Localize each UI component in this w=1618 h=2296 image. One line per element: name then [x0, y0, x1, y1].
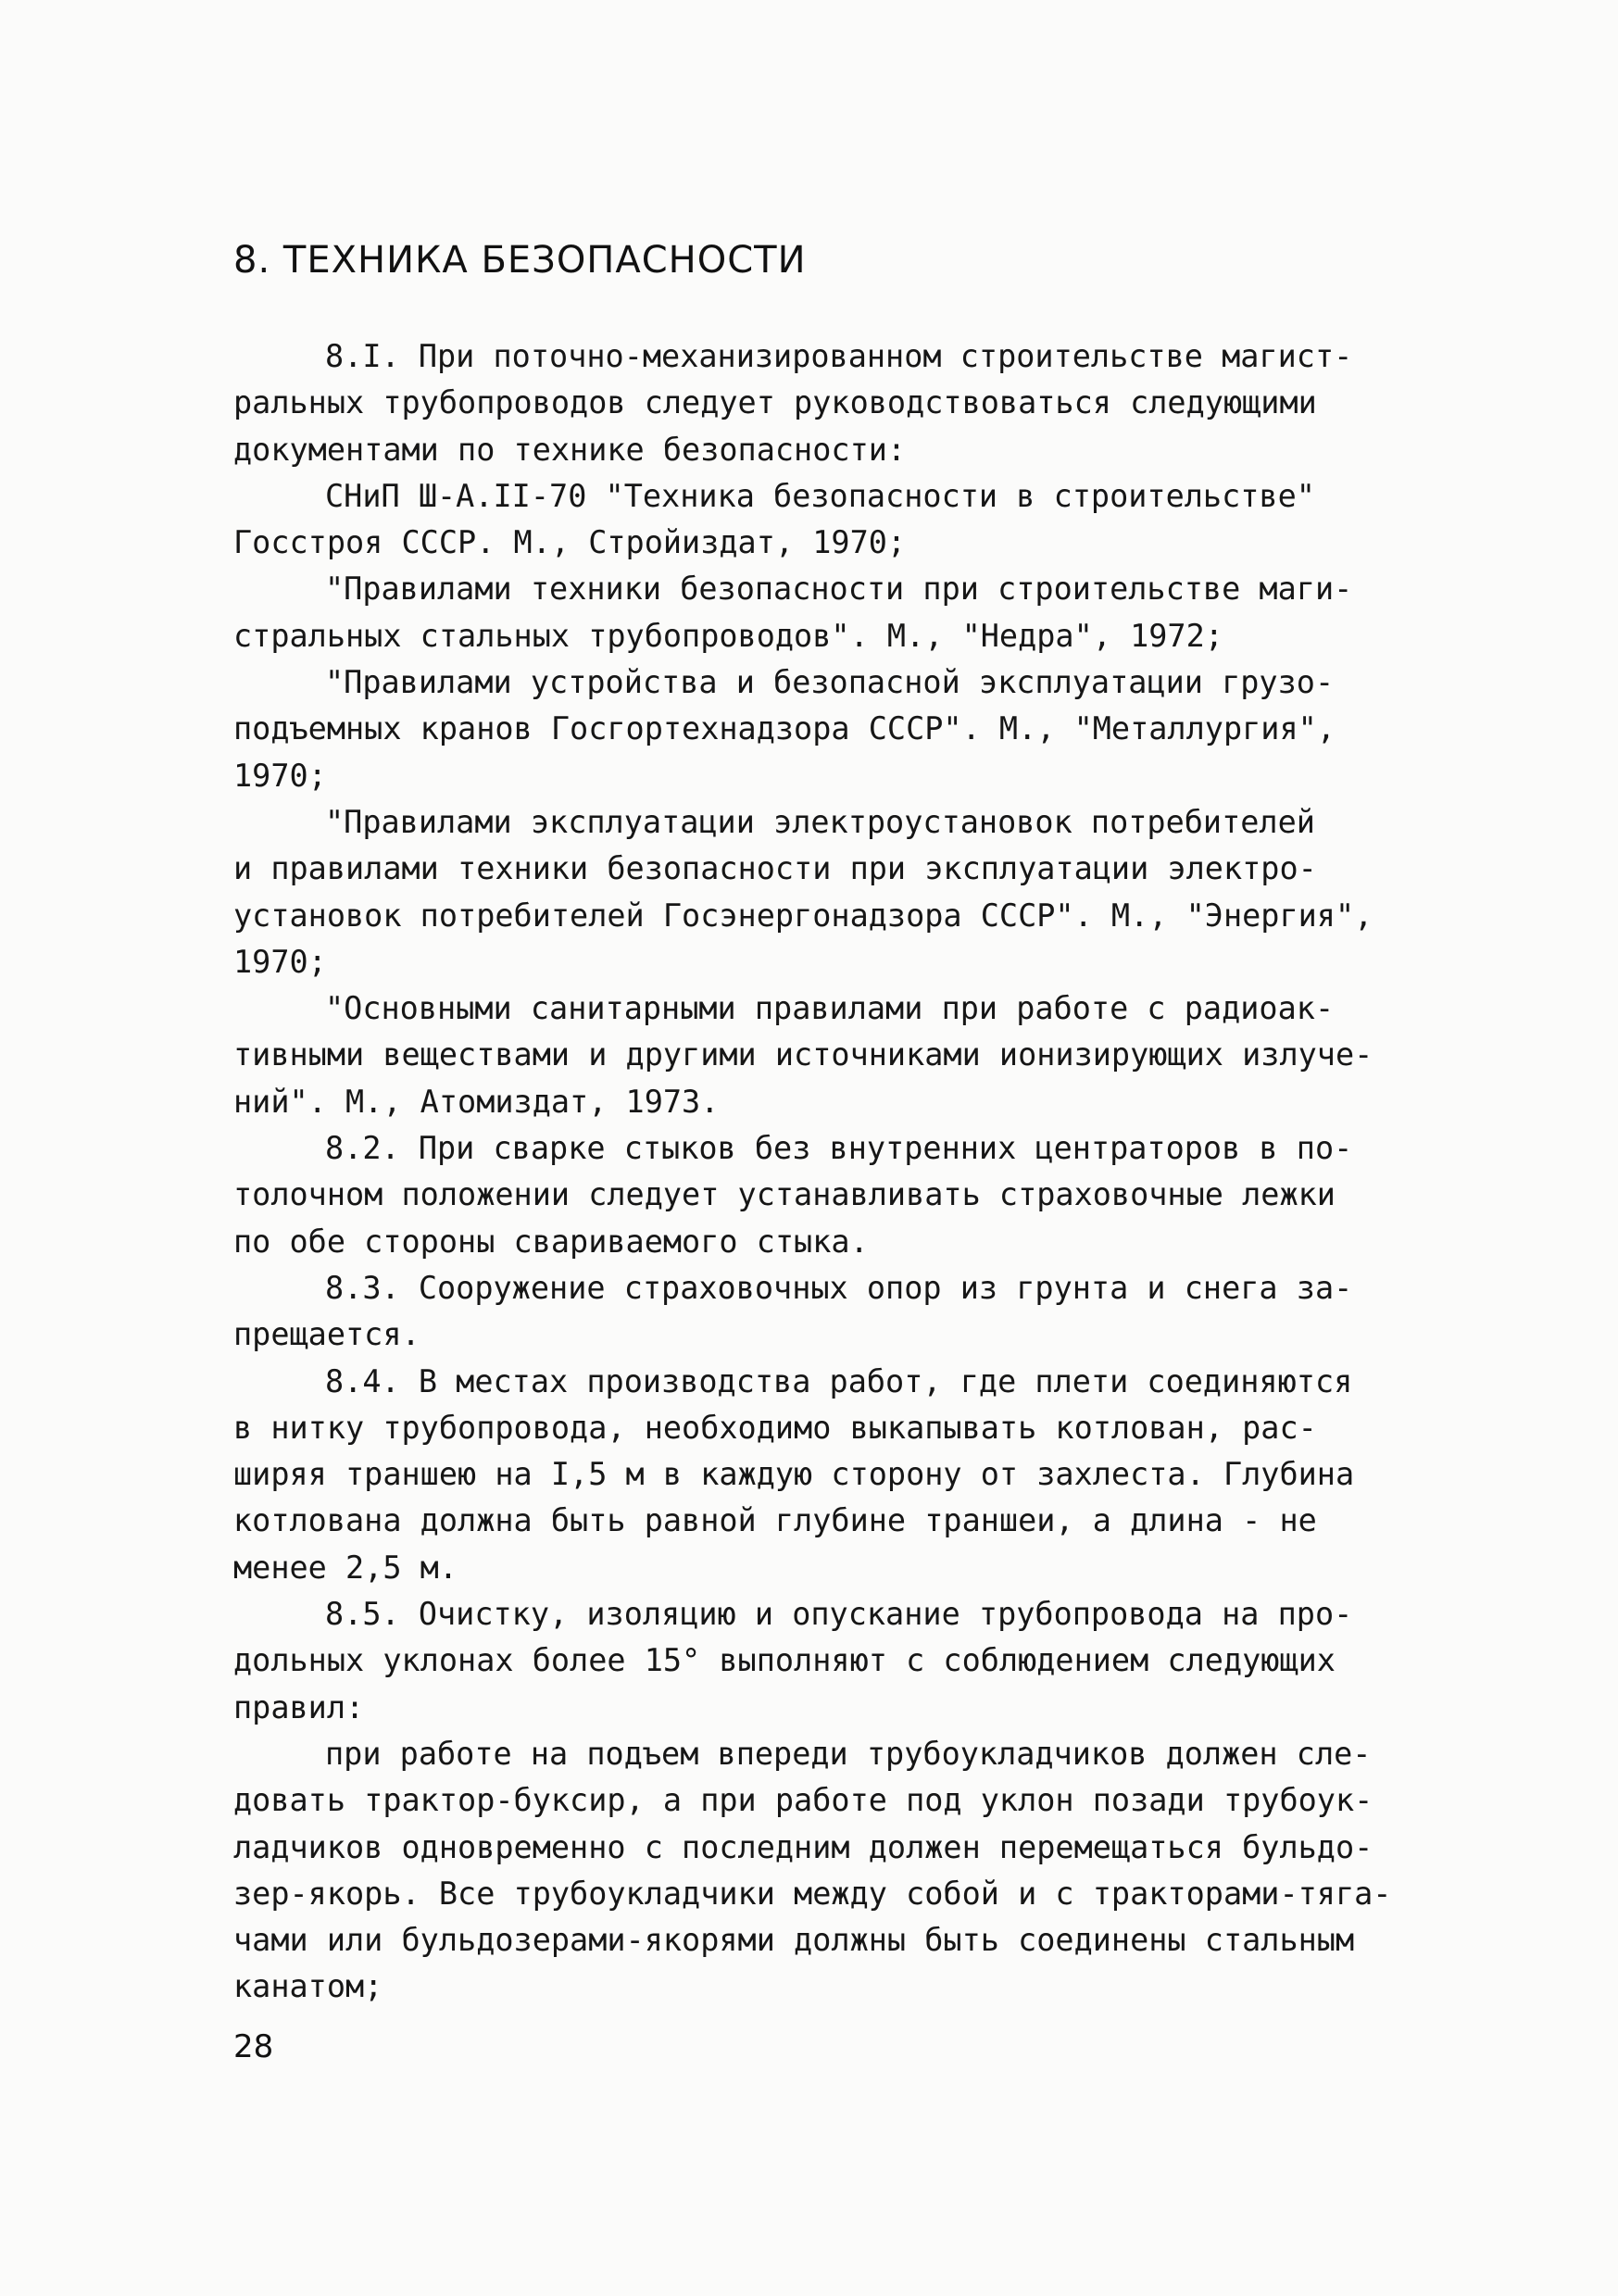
text-line: "Основными санитарными правилами при работе с радиоак-: [325, 990, 1335, 1027]
text-line: 8.5. Очистку, изоляцию и опускание трубопровода на про-: [325, 1596, 1353, 1633]
text-line: ний". М., Атомиздат, 1973.: [233, 1083, 720, 1120]
text-line: чами или бульдозерами-якорями должны быть соединены стальным: [233, 1922, 1355, 1959]
text-line: 1970;: [233, 943, 327, 980]
text-line: документами по технике безопасности:: [233, 431, 907, 468]
text-line: 8.3. Сооружение страховочных опор из грунта и снега за-: [325, 1269, 1353, 1306]
text-line: стральных стальных трубопроводов". М., "Недра", 1972;: [233, 617, 1223, 654]
text-line: менее 2,5 м.: [233, 1549, 458, 1586]
text-line: канатом;: [233, 1968, 383, 2005]
text-line: зер-якорь. Все трубоукладчики между собой и с тракторами-тяга-: [233, 1875, 1392, 1912]
text-line: прещается.: [233, 1316, 420, 1353]
text-line: Госстроя СССР. М., Стройиздат, 1970;: [233, 524, 907, 561]
text-line: котлована должна быть равной глубине траншеи, а длина - не: [233, 1502, 1317, 1539]
text-line: установок потребителей Госэнергонадзора СССР". М., "Энергия",: [233, 897, 1373, 934]
text-line: ладчиков одновременно с последним должен перемещаться бульдо-: [233, 1828, 1373, 1865]
text-line: СНиП Ш-А.II-70 "Техника безопасности в строительстве": [325, 477, 1315, 514]
text-line: в нитку трубопровода, необходимо выкапывать котлован, рас-: [233, 1409, 1317, 1446]
page-number: 28: [233, 2028, 274, 2065]
text-line: и правилами техники безопасности при эксплуатации электро-: [233, 850, 1317, 887]
text-line: ширяя траншею на I,5 м в каждую сторону от захлеста. Глубина: [233, 1456, 1355, 1493]
text-line: дольных уклонах более 15° выполняют с соблюдением следующих: [233, 1642, 1336, 1679]
text-line: правил:: [233, 1688, 365, 1725]
text-line: "Правилами эксплуатации электроустановок потребителей: [325, 803, 1315, 840]
text-line: 8.I. При поточно-механизированном строительстве магист-: [325, 338, 1353, 374]
text-line: по обе стороны свариваемого стыка.: [233, 1223, 869, 1260]
text-line: подъемных кранов Госгортехнадзора СССР". М., "Металлургия",: [233, 710, 1336, 747]
section-heading: 8. ТЕХНИКА БЕЗОПАСНОСТИ: [233, 239, 807, 282]
text-line: "Правилами устройства и безопасной эксплуатации грузо-: [325, 664, 1335, 701]
text-line: 8.2. При сварке стыков без внутренних центраторов в по-: [325, 1130, 1353, 1167]
text-line: толочном положении следует устанавливать страховочные лежки: [233, 1176, 1336, 1213]
text-line: 8.4. В местах производства работ, где плети соединяются: [325, 1362, 1353, 1399]
text-line: 1970;: [233, 757, 327, 794]
text-line: довать трактор-буксир, а при работе под уклон позади трубоук-: [233, 1782, 1373, 1819]
text-line: "Правилами техники безопасности при строительстве маги-: [325, 571, 1353, 608]
text-line: тивными веществами и другими источниками ионизирующих излуче-: [233, 1036, 1373, 1073]
text-line: ральных трубопроводов следует руководствоваться следующими: [233, 384, 1317, 421]
text-line: при работе на подъем впереди трубоукладчиков должен сле-: [325, 1735, 1372, 1772]
section-body: [233, 333, 1400, 2011]
